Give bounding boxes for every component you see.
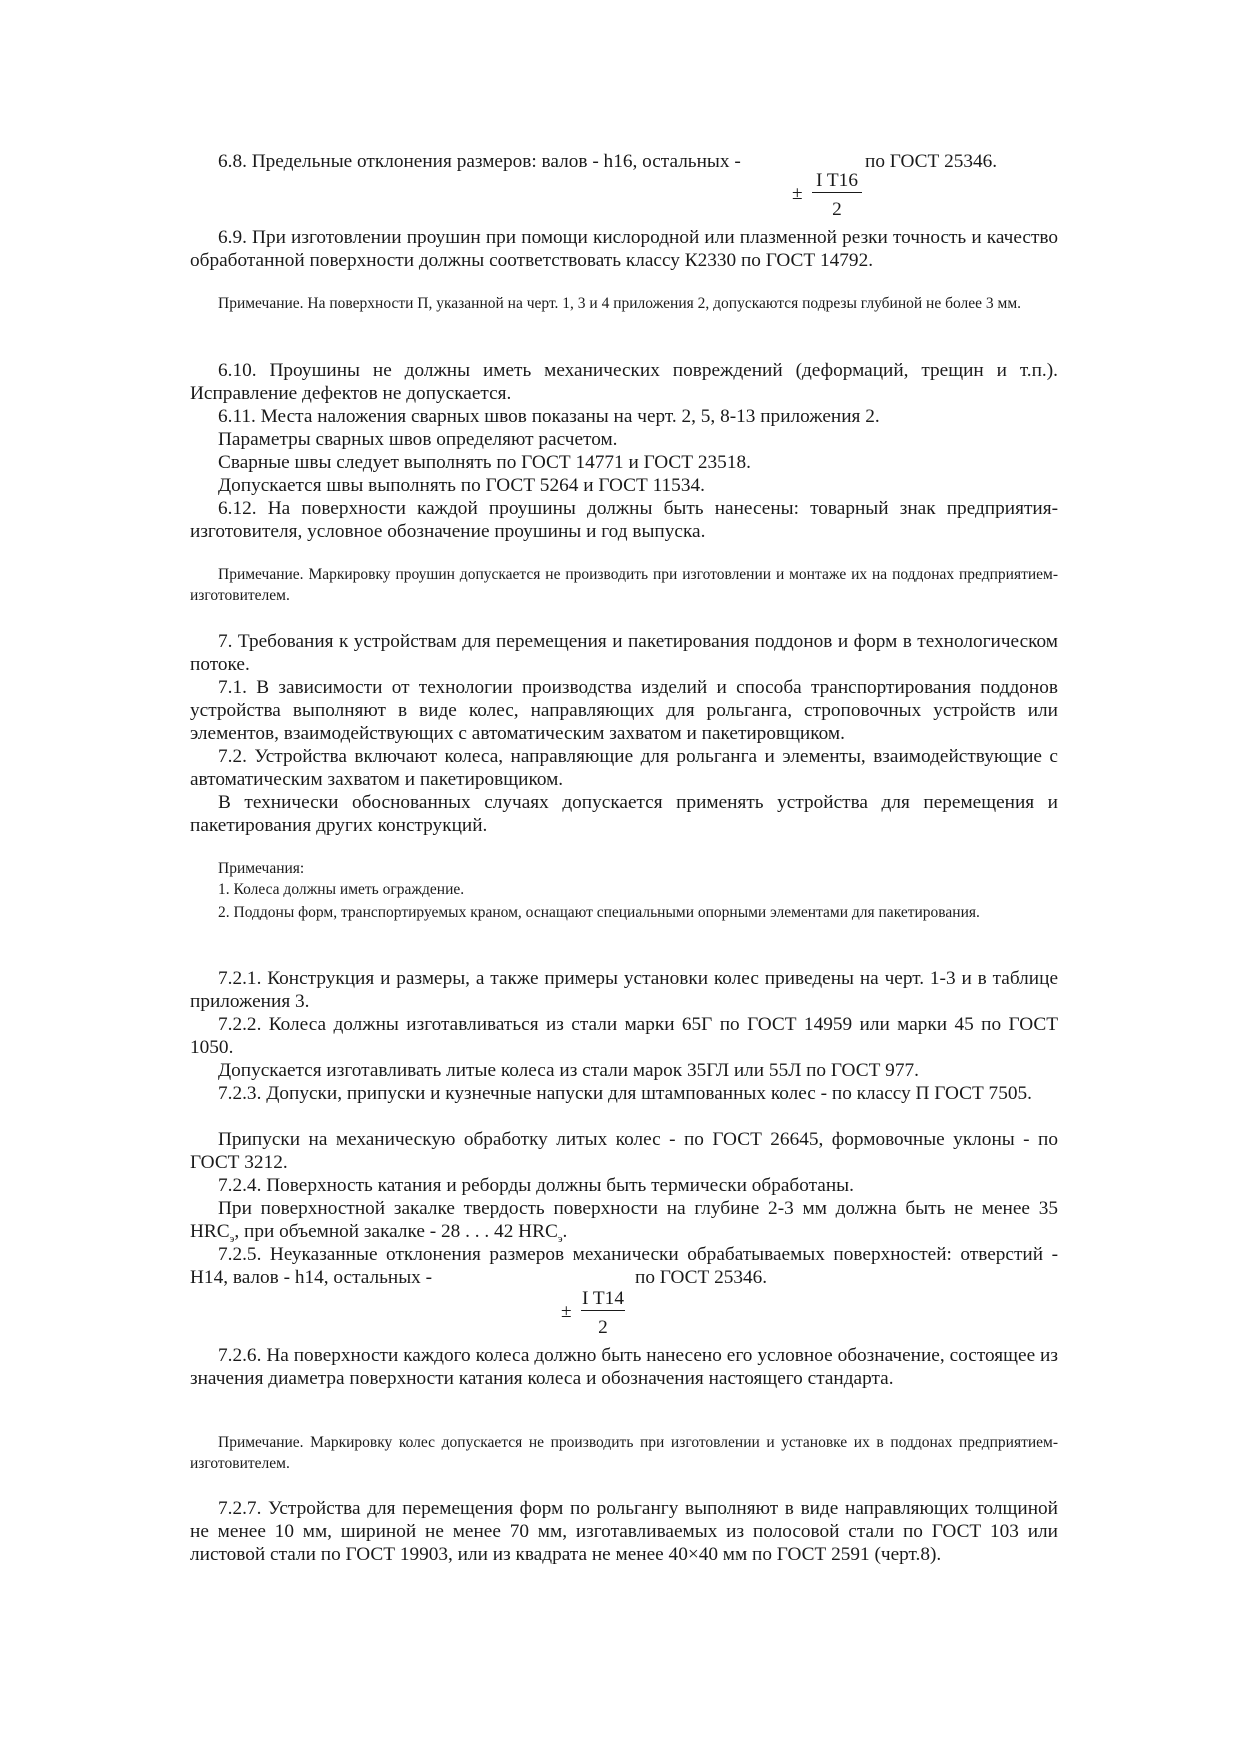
para-6-8-tail: по ГОСТ 25346. — [865, 151, 998, 172]
notes-title: Примечания: — [218, 860, 305, 877]
para-7-2-other: В технически обоснованных случаях допускается применять устройства для перемещения и пакетирования других конструкций. — [190, 792, 1058, 836]
document-page — [190, 0, 1058, 1755]
formula-numerator: I T14 — [582, 1288, 624, 1309]
formula-numerator: I T16 — [812, 170, 862, 193]
note-marking-lugs: Примечание. Маркировку проушин допускается не производить при изготовлении и монтаже их на поддонах предприятием-изготовителем. — [190, 566, 1058, 604]
para-7-2-4: 7.2.4. Поверхность катания и реборды должны быть термически обработаны. — [218, 1175, 854, 1196]
plus-minus-sign: ± — [561, 1301, 572, 1322]
para-6-11-welds: Сварные швы следует выполнять по ГОСТ 14771 и ГОСТ 23518. — [218, 452, 751, 473]
para-7-2-6: 7.2.6. На поверхности каждого колеса должно быть нанесено его условное обозначение, состоящее из значения диаметра поверхности катания колеса и обозначения настоящего стандарта. — [190, 1345, 1058, 1389]
note-surface-p: Примечание. На поверхности П, указанной на черт. 1, 3 и 4 приложения 2, допускаются подрезы глубиной не более 3 мм. — [218, 295, 1022, 312]
para-6-11-allowed: Допускается швы выполнять по ГОСТ 5264 и ГОСТ 11534. — [218, 475, 705, 496]
para-7-2-7: 7.2.7. Устройства для перемещения форм по рольгангу выполняют в виде направляющих толщиной не менее 10 мм, шириной не менее 70 мм, изготавливаемых из полосовой стали по ГОСТ 103 или листовой стали по ГОСТ 19903, или из квадрата не менее 40×40 мм по ГОСТ 2591 (черт.8). — [190, 1498, 1058, 1565]
formula-denominator: 2 — [832, 199, 842, 220]
para-7-2-1: 7.2.1. Конструкция и размеры, а также примеры установки колес приведены на черт. 1-3 и в таблице приложения 3. — [190, 968, 1058, 1012]
para-7-2-2-cast: Допускается изготавливать литые колеса из стали марок 35ГЛ или 55Л по ГОСТ 977. — [218, 1060, 919, 1081]
para-6-9: 6.9. При изготовлении проушин при помощи кислородной или плазменной резки точность и качество обработанной поверхности должны соответствовать классу К2330 по ГОСТ 14792. — [190, 227, 1058, 271]
formula-it16 — [792, 170, 864, 225]
para-6-11-params: Параметры сварных швов определяют расчетом. — [218, 429, 618, 450]
para-7-2-3-allowances: Припуски на механическую обработку литых колес - по ГОСТ 26645, формовочные уклоны - по ГОСТ 3212. — [190, 1129, 1058, 1173]
para-6-12: 6.12. На поверхности каждой проушины должны быть нанесены: товарный знак предприятия-изготовителя, условное обозначение проушины и год выпуска. — [190, 498, 1058, 542]
para-7-2-2: 7.2.2. Колеса должны изготавливаться из стали марки 65Г по ГОСТ 14959 или марки 45 по ГОСТ 1050. — [190, 1014, 1058, 1058]
para-7-2-5: 7.2.5. Неуказанные отклонения размеров механически обрабатываемых поверхностей: отверстий - H14, валов - h14, остальных - — [190, 1244, 1058, 1288]
formula-denominator: 2 — [598, 1317, 608, 1338]
para-7-1: 7.1. В зависимости от технологии производства изделий и способа транспортирования поддонов устройства выполняют в виде колес, направляющих для рольганга, строповочных устройств или элементов, взаимодействующих с автоматическим захватом и пакетировщиком. — [190, 677, 1058, 744]
note-wheels-guard: 1. Колеса должны иметь ограждение. — [218, 881, 465, 898]
para-7-2-4-hardness: При поверхностной закалке твердость поверхности на глубине 2-3 мм должна быть не менее 35 $HRC_э$, при объемной закалке - 28 . . . 42 $HRC_э$. — [190, 1198, 1058, 1245]
formula-it14 — [561, 1288, 627, 1343]
para-6-11: 6.11. Места наложения сварных швов показаны на черт. 2, 5, 8-13 приложения 2. — [218, 406, 880, 427]
para-6-10: 6.10. Проушины не должны иметь механических повреждений (деформаций, трещин и т.п.). Исправление дефектов не допускается. — [190, 360, 1058, 404]
para-7: 7. Требования к устройствам для перемещения и пакетирования поддонов и форм в технологическом потоке. — [190, 631, 1058, 675]
note-marking-wheels: Примечание. Маркировку колес допускается не производить при изготовлении и установке их в поддонах предприятием-изготовителем. — [190, 1434, 1058, 1472]
para-7-2: 7.2. Устройства включают колеса, направляющие для рольганга и элементы, взаимодействующие с автоматическим захватом и пакетировщиком. — [190, 746, 1058, 790]
para-7-2-3: 7.2.3. Допуски, припуски и кузнечные напуски для штампованных колес - по классу П ГОСТ 7505. — [218, 1083, 1032, 1104]
para-7-2-5-tail: по ГОСТ 25346. — [635, 1267, 768, 1288]
plus-minus-sign: ± — [792, 183, 803, 204]
note-pallets-crane: 2. Поддоны форм, транспортируемых краном, оснащают специальными опорными элементами для пакетирования. — [218, 904, 980, 921]
para-6-8-text: 6.8. Предельные отклонения размеров: валов - h16, остальных - — [218, 151, 741, 172]
